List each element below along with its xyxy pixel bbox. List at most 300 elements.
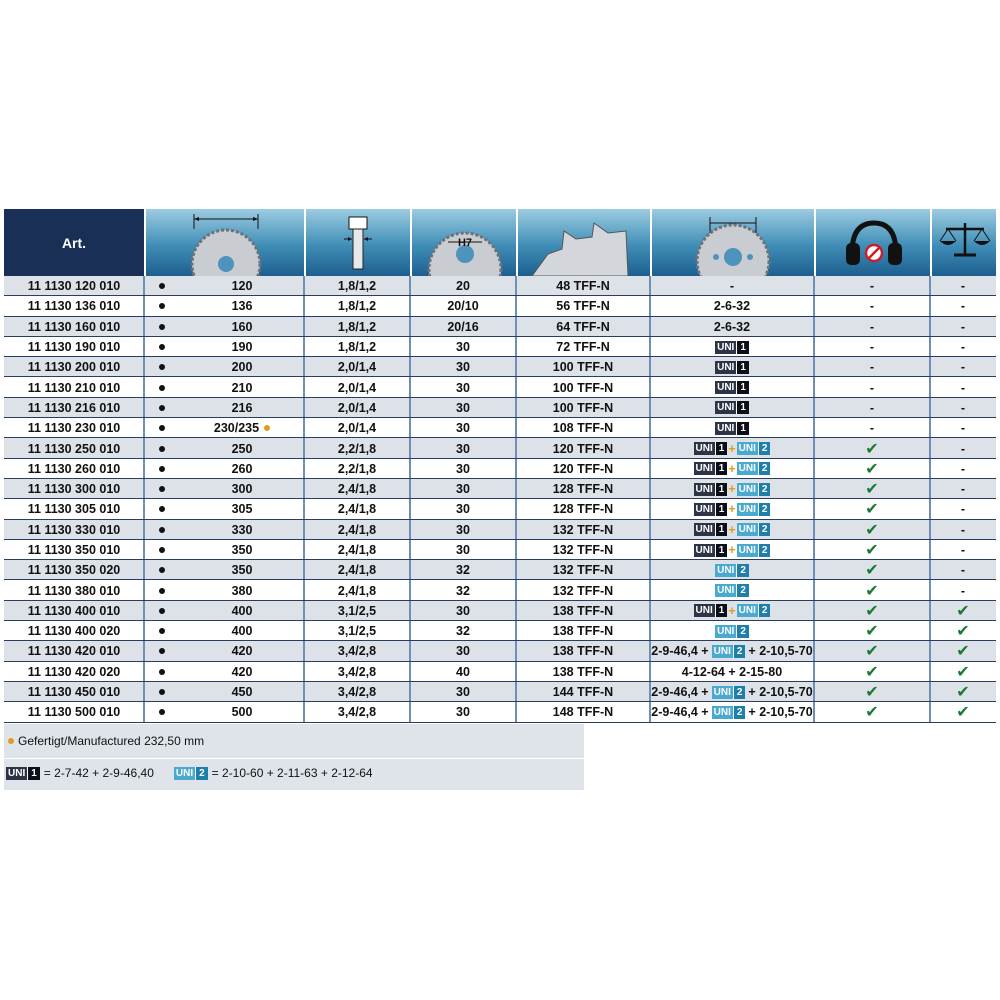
weight-cell xyxy=(930,398,996,418)
art-cell xyxy=(4,337,144,357)
bullet-icon xyxy=(159,283,165,289)
dia-cell xyxy=(180,499,304,519)
bore-value: 30 xyxy=(456,502,470,517)
holes-cell xyxy=(650,459,814,479)
thk-cell xyxy=(304,641,410,661)
bore-cell xyxy=(410,621,516,641)
teeth-cell xyxy=(516,601,650,621)
mark-cell xyxy=(144,418,180,438)
thk-cell xyxy=(304,398,410,418)
bore-value: 40 xyxy=(456,664,470,679)
pin-holes-icon xyxy=(650,209,814,276)
dia-cell xyxy=(180,662,304,682)
uni-2-badge: UNI 2 xyxy=(715,584,749,597)
diameter-value: 350 xyxy=(231,543,253,557)
dia-cell xyxy=(180,540,304,560)
weight-cell xyxy=(930,438,996,458)
dia-cell xyxy=(180,398,304,418)
bore-cell xyxy=(410,296,516,316)
thk-cell xyxy=(304,580,410,600)
teeth-cell xyxy=(516,560,650,580)
holes-text: - xyxy=(729,279,735,294)
thk-value: 2,4/1,8 xyxy=(337,543,377,557)
art-cell xyxy=(4,520,144,540)
noise-cell xyxy=(814,641,930,661)
mark-cell xyxy=(144,398,180,418)
art-cell xyxy=(4,276,144,296)
thk-value: 1,8/1,2 xyxy=(337,340,377,355)
bullet-icon xyxy=(159,567,165,573)
mark-cell xyxy=(144,662,180,682)
thickness-icon xyxy=(304,209,410,276)
dash-value: - xyxy=(960,502,966,517)
bore-cell xyxy=(410,601,516,621)
divider xyxy=(4,758,584,759)
art-cell xyxy=(4,296,144,316)
uni-2-badge: UNI 2 xyxy=(737,462,771,475)
dia-cell xyxy=(180,357,304,377)
teeth-cell xyxy=(516,418,650,438)
dash-value: - xyxy=(869,360,875,375)
noise-cell xyxy=(814,560,930,580)
dia-cell xyxy=(180,580,304,600)
mark-cell xyxy=(144,580,180,600)
bore-cell xyxy=(410,418,516,438)
bullet-icon xyxy=(159,446,165,452)
holes-cell xyxy=(650,601,814,621)
bore-cell xyxy=(410,560,516,580)
dash-value: - xyxy=(960,340,966,355)
mark-cell xyxy=(144,377,180,397)
thk-value: 2,4/1,8 xyxy=(337,583,377,598)
bullet-icon xyxy=(159,324,165,330)
teeth-value: 132 TFF-N xyxy=(552,563,614,578)
bullet-icon xyxy=(159,527,165,533)
bore-cell xyxy=(410,520,516,540)
check-icon: ✔ xyxy=(865,440,879,458)
diameter-value: 400 xyxy=(231,624,253,639)
dash-value: - xyxy=(960,482,966,497)
noise-cell xyxy=(814,337,930,357)
bore-h7-icon xyxy=(410,209,516,276)
uni-2-badge: UNI 2 xyxy=(712,686,746,699)
teeth-value: 132 TFF-N xyxy=(552,543,614,557)
noise-cell xyxy=(814,601,930,621)
uni-1-badge: UNI 1 xyxy=(694,604,728,617)
plus-icon: + xyxy=(728,502,736,517)
noise-cell xyxy=(814,499,930,519)
art-cell xyxy=(4,418,144,438)
thk-cell xyxy=(304,317,410,337)
thk-value: 2,2/1,8 xyxy=(337,461,377,476)
thk-cell xyxy=(304,276,410,296)
teeth-cell xyxy=(516,479,650,499)
diameter-value: 400 xyxy=(231,603,253,618)
uni-1-badge: UNI 1 xyxy=(715,341,749,354)
table-row xyxy=(4,621,996,641)
bullet-icon xyxy=(159,608,165,614)
uni-2-badge: UNI 2 xyxy=(737,442,771,455)
teeth-value: 120 TFF-N xyxy=(552,461,614,476)
uni-2-badge: UNI 2 xyxy=(712,645,746,658)
bore-cell xyxy=(410,641,516,661)
plus-icon: + xyxy=(728,461,736,476)
dia-cell xyxy=(180,337,304,357)
table-row xyxy=(4,540,996,560)
bore-value: 30 xyxy=(456,705,470,720)
thk-value: 1,8/1,2 xyxy=(337,279,377,294)
uni-1-badge: UNI 1 xyxy=(694,503,728,516)
thk-cell xyxy=(304,682,410,702)
uni-2-badge: UNI 2 xyxy=(712,706,746,719)
bullet-icon xyxy=(159,588,165,594)
diameter-value: 380 xyxy=(231,583,253,598)
dash-value: - xyxy=(960,441,966,456)
weight-cell xyxy=(930,276,996,296)
bore-value: 20 xyxy=(456,279,470,294)
table-row xyxy=(4,662,996,682)
bore-value: 30 xyxy=(456,482,470,497)
check-icon: ✔ xyxy=(956,663,970,681)
diameter-value: 350 xyxy=(231,563,253,578)
dia-cell xyxy=(180,601,304,621)
noise-cell xyxy=(814,520,930,540)
weight-cell xyxy=(930,560,996,580)
holes-cell xyxy=(650,317,814,337)
thk-value: 2,0/1,4 xyxy=(337,400,377,415)
noise-cell xyxy=(814,459,930,479)
teeth-value: 48 TFF-N xyxy=(556,279,610,294)
dash-value: - xyxy=(960,563,966,578)
dash-value: - xyxy=(960,543,966,557)
art-value: 11 1130 500 010 xyxy=(27,705,121,720)
holes-cell xyxy=(650,438,814,458)
bullet-icon xyxy=(159,486,165,492)
dash-value: - xyxy=(960,380,966,395)
dash-value: - xyxy=(869,279,875,294)
bore-cell xyxy=(410,377,516,397)
art-cell xyxy=(4,357,144,377)
bullet-icon xyxy=(159,628,165,634)
table-row xyxy=(4,459,996,479)
teeth-value: 132 TFF-N xyxy=(552,583,614,598)
holes-cell xyxy=(650,337,814,357)
thk-cell xyxy=(304,702,410,722)
holes-cell xyxy=(650,540,814,560)
hearing-protection-icon xyxy=(814,209,930,276)
table-row xyxy=(4,641,996,661)
table-row xyxy=(4,560,996,580)
table-row xyxy=(4,702,996,722)
art-value: 11 1130 160 010 xyxy=(27,319,121,334)
holes-text: 2-9-46,4 + xyxy=(651,644,709,659)
product-table xyxy=(4,209,996,723)
holes-text: + 2-10,5-70 xyxy=(748,705,813,720)
uni-1-badge: UNI 1 xyxy=(715,361,749,374)
teeth-value: 132 TFF-N xyxy=(552,522,614,537)
noise-cell xyxy=(814,580,930,600)
dash-value: - xyxy=(960,522,966,537)
teeth-cell xyxy=(516,296,650,316)
teeth-cell xyxy=(516,682,650,702)
art-cell xyxy=(4,580,144,600)
table-row xyxy=(4,499,996,519)
diameter-value: 216 xyxy=(231,400,253,415)
teeth-cell xyxy=(516,702,650,722)
noise-cell xyxy=(814,479,930,499)
bore-cell xyxy=(410,540,516,560)
thk-value: 1,8/1,2 xyxy=(337,319,377,334)
table-row xyxy=(4,418,996,438)
bore-cell xyxy=(410,479,516,499)
dash-value: - xyxy=(869,380,875,395)
weight-cell xyxy=(930,540,996,560)
bore-value: 30 xyxy=(456,441,470,456)
thk-cell xyxy=(304,499,410,519)
dia-cell xyxy=(180,621,304,641)
dash-value: - xyxy=(869,319,875,334)
diameter-value: 200 xyxy=(231,360,253,375)
dash-value: - xyxy=(960,421,966,436)
diameter-value: 450 xyxy=(231,685,253,700)
holes-cell xyxy=(650,702,814,722)
mark-cell xyxy=(144,296,180,316)
weight-cell xyxy=(930,682,996,702)
uni-2-badge: UNI 2 xyxy=(715,564,749,577)
teeth-value: 148 TFF-N xyxy=(552,705,614,720)
art-value: 11 1130 250 010 xyxy=(27,441,121,456)
holes-cell xyxy=(650,682,814,702)
noise-cell xyxy=(814,296,930,316)
table-row xyxy=(4,337,996,357)
bore-value: 30 xyxy=(456,644,470,659)
teeth-value: 138 TFF-N xyxy=(552,603,614,618)
thk-cell xyxy=(304,377,410,397)
bullet-icon xyxy=(159,466,165,472)
art-cell xyxy=(4,540,144,560)
art-cell xyxy=(4,682,144,702)
art-cell xyxy=(4,601,144,621)
table-row xyxy=(4,580,996,600)
bore-cell xyxy=(410,398,516,418)
holes-cell xyxy=(650,662,814,682)
dia-cell xyxy=(180,377,304,397)
teeth-value: 120 TFF-N xyxy=(552,441,614,456)
dash-value: - xyxy=(960,279,966,294)
bore-value: 30 xyxy=(456,685,470,700)
bore-cell xyxy=(410,499,516,519)
art-cell xyxy=(4,317,144,337)
uni-2-badge: UNI 2 xyxy=(737,483,771,496)
bore-value: 30 xyxy=(456,421,470,436)
uni-1-badge: UNI 1 xyxy=(694,462,728,475)
check-icon: ✔ xyxy=(956,684,970,702)
bore-cell xyxy=(410,682,516,702)
uni-2-badge: UNI 2 xyxy=(737,503,771,516)
art-value: 11 1130 190 010 xyxy=(27,340,121,355)
bore-value: 20/16 xyxy=(447,319,479,334)
art-value: 11 1130 350 010 xyxy=(27,543,121,557)
table-row xyxy=(4,276,996,296)
noise-cell xyxy=(814,317,930,337)
orange-dot-icon xyxy=(8,738,14,744)
thk-cell xyxy=(304,520,410,540)
weight-cell xyxy=(930,641,996,661)
diameter-value: 500 xyxy=(231,705,253,720)
holes-cell xyxy=(650,520,814,540)
thk-value: 3,4/2,8 xyxy=(337,705,377,720)
table-body xyxy=(4,276,996,723)
thk-cell xyxy=(304,438,410,458)
art-value: 11 1130 400 010 xyxy=(27,603,121,618)
teeth-cell xyxy=(516,377,650,397)
check-icon: ✔ xyxy=(865,460,879,478)
thk-value: 3,4/2,8 xyxy=(337,685,377,700)
diameter-value: 300 xyxy=(231,482,253,497)
thk-value: 2,4/1,8 xyxy=(337,522,377,537)
teeth-cell xyxy=(516,337,650,357)
teeth-cell xyxy=(516,621,650,641)
holes-cell xyxy=(650,377,814,397)
art-cell xyxy=(4,702,144,722)
bore-cell xyxy=(410,317,516,337)
thk-value: 2,4/1,8 xyxy=(337,482,377,497)
noise-cell xyxy=(814,702,930,722)
teeth-cell xyxy=(516,357,650,377)
weight-cell xyxy=(930,296,996,316)
dash-value: - xyxy=(960,319,966,334)
check-icon: ✔ xyxy=(865,542,879,559)
holes-cell xyxy=(650,499,814,519)
holes-cell xyxy=(650,296,814,316)
bullet-icon xyxy=(159,385,165,391)
plus-icon: + xyxy=(728,482,736,497)
teeth-cell xyxy=(516,276,650,296)
holes-cell xyxy=(650,641,814,661)
thk-cell xyxy=(304,479,410,499)
noise-cell xyxy=(814,418,930,438)
noise-cell xyxy=(814,377,930,397)
weight-cell xyxy=(930,357,996,377)
art-value: 11 1130 136 010 xyxy=(27,299,121,314)
diameter-value: 210 xyxy=(231,380,253,395)
teeth-cell xyxy=(516,438,650,458)
holes-cell xyxy=(650,398,814,418)
art-value: 11 1130 330 010 xyxy=(27,522,121,537)
diameter-value: 330 xyxy=(231,522,253,537)
check-icon: ✔ xyxy=(865,562,879,580)
art-value: 11 1130 216 010 xyxy=(27,400,121,415)
art-cell xyxy=(4,662,144,682)
dash-value: - xyxy=(960,299,966,314)
weight-cell xyxy=(930,337,996,357)
bore-value: 30 xyxy=(456,360,470,375)
weight-cell xyxy=(930,621,996,641)
bullet-icon xyxy=(159,689,165,695)
thk-value: 2,4/1,8 xyxy=(337,563,377,578)
teeth-value: 138 TFF-N xyxy=(552,644,614,659)
check-icon: ✔ xyxy=(956,623,970,641)
table-row xyxy=(4,377,996,397)
uni-1-badge: UNI 1 xyxy=(694,483,728,496)
teeth-value: 64 TFF-N xyxy=(556,319,610,334)
uni-definitions xyxy=(6,766,373,780)
mark-cell xyxy=(144,560,180,580)
weight-cell xyxy=(930,499,996,519)
noise-cell xyxy=(814,438,930,458)
diameter-value: 420 xyxy=(231,664,253,679)
diameter-value: 250 xyxy=(231,441,253,456)
table-row xyxy=(4,682,996,702)
check-icon: ✔ xyxy=(865,501,879,519)
bore-value: 32 xyxy=(456,583,470,598)
check-icon: ✔ xyxy=(865,704,879,722)
art-cell xyxy=(4,641,144,661)
thk-cell xyxy=(304,459,410,479)
manufactured-note xyxy=(8,734,204,748)
holes-cell xyxy=(650,357,814,377)
art-cell xyxy=(4,398,144,418)
check-icon: ✔ xyxy=(865,684,879,702)
bullet-icon xyxy=(159,709,165,715)
bullet-icon xyxy=(159,648,165,654)
art-value: 11 1130 380 010 xyxy=(27,583,121,598)
bullet-icon xyxy=(159,364,165,370)
art-cell xyxy=(4,459,144,479)
teeth-cell xyxy=(516,662,650,682)
bore-cell xyxy=(410,580,516,600)
mark-cell xyxy=(144,317,180,337)
dash-value: - xyxy=(869,340,875,355)
holes-cell xyxy=(650,580,814,600)
dia-cell xyxy=(180,276,304,296)
weight-cell xyxy=(930,479,996,499)
bore-value: 30 xyxy=(456,522,470,537)
weight-cell xyxy=(930,520,996,540)
bullet-icon xyxy=(159,344,165,350)
holes-text: 2-9-46,4 + xyxy=(651,685,709,700)
thk-value: 2,2/1,8 xyxy=(337,441,377,456)
teeth-cell xyxy=(516,499,650,519)
saw-blade-diameter-icon xyxy=(144,209,304,276)
weight-cell xyxy=(930,459,996,479)
weight-cell xyxy=(930,317,996,337)
art-header-label: Art. xyxy=(61,234,87,251)
art-cell xyxy=(4,621,144,641)
art-header xyxy=(4,209,144,276)
check-icon: ✔ xyxy=(956,643,970,661)
thk-cell xyxy=(304,296,410,316)
check-icon: ✔ xyxy=(865,643,879,661)
teeth-value: 138 TFF-N xyxy=(552,664,614,679)
orange-dot-icon xyxy=(264,425,270,431)
teeth-cell xyxy=(516,459,650,479)
bore-value: 20/10 xyxy=(447,299,479,314)
mark-cell xyxy=(144,641,180,661)
table-header xyxy=(4,209,996,276)
teeth-value: 56 TFF-N xyxy=(556,299,610,314)
dia-cell xyxy=(180,479,304,499)
noise-cell xyxy=(814,357,930,377)
check-icon: ✔ xyxy=(956,704,970,722)
bore-value: 30 xyxy=(456,461,470,476)
table-row xyxy=(4,357,996,377)
noise-cell xyxy=(814,682,930,702)
noise-cell xyxy=(814,276,930,296)
table-row xyxy=(4,317,996,337)
uni-1-badge: UNI 1 xyxy=(694,442,728,455)
noise-cell xyxy=(814,398,930,418)
